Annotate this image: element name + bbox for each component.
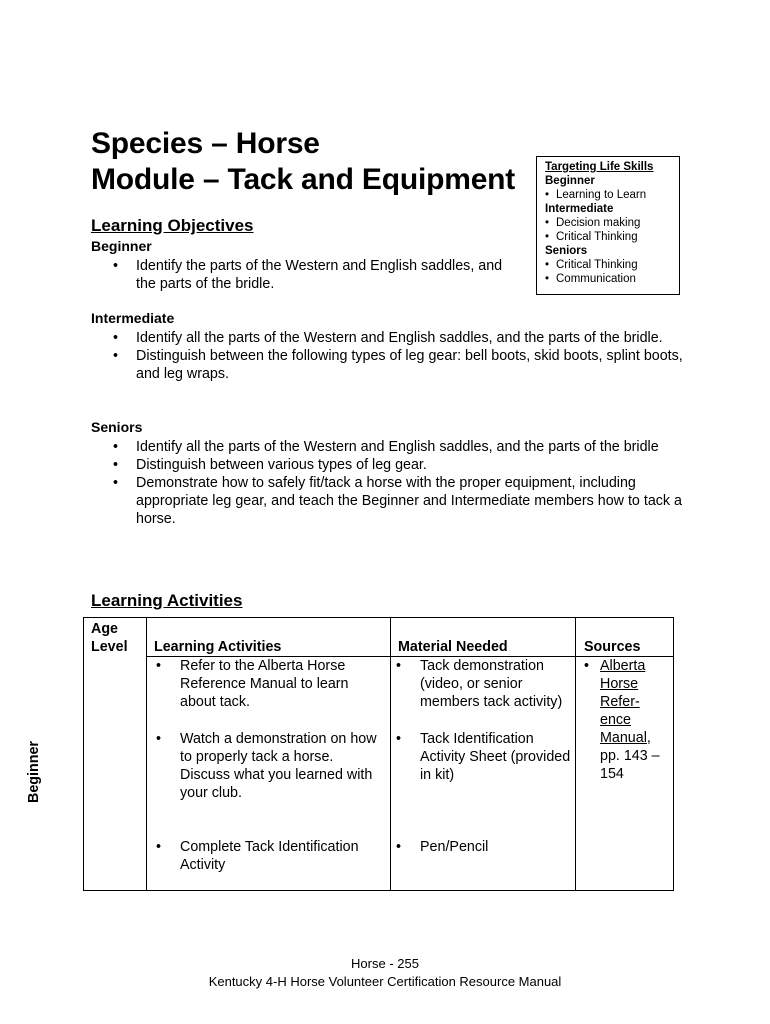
- activity-text: Complete Tack Identification Activity: [180, 839, 359, 873]
- learning-activities-heading: Learning Activities: [91, 591, 243, 610]
- list-item: • Identify all the parts of the Western and English saddles, and the parts of the bridle.: [91, 329, 691, 347]
- life-skills-item: • Critical Thinking: [545, 230, 675, 244]
- life-skills-box: [536, 156, 680, 295]
- material-text: Tack demonstration (video, or senior members tack activity): [420, 658, 563, 710]
- table-divider: [390, 618, 391, 890]
- table-cell-activity: • Watch a demonstration on how to properly tack a horse. Discuss what you learned with your club.: [156, 730, 386, 802]
- alberta-manual-link[interactable]: Alberta Horse Refer-ence Manual: [600, 658, 647, 746]
- activity-text: Refer to the Alberta Horse Reference Manual to learn about tack.: [180, 658, 349, 710]
- row-level-beginner: Beginner: [26, 741, 42, 803]
- life-skills-heading: Targeting Life Skills: [545, 161, 654, 173]
- col-header-activities: Learning Activities: [154, 639, 282, 655]
- life-skills-item: • Communication: [545, 272, 675, 286]
- objectives-seniors-label: Seniors: [91, 419, 143, 435]
- col-header-sources: Sources: [584, 639, 641, 655]
- title-module: Module – Tack and Equipment: [91, 163, 516, 196]
- list-item: • Distinguish between the following types of leg gear: bell boots, skid boots, splint boots, and leg wraps.: [91, 347, 691, 383]
- material-text: Tack Identification Activity Sheet (provided in kit): [420, 731, 571, 783]
- table-cell-activity: • Refer to the Alberta Horse Reference Manual to learn about tack.: [156, 657, 386, 711]
- table-divider: [146, 618, 147, 890]
- material-text: Pen/Pencil: [420, 839, 489, 855]
- footer-page-number: Horse - 255: [351, 956, 419, 971]
- col-header-age-level: Age Level: [91, 621, 128, 655]
- learning-objectives-heading: Learning Objectives: [91, 216, 254, 235]
- activities-table: [83, 617, 674, 891]
- table-cell-activity: • Complete Tack Identification Activity: [156, 838, 386, 874]
- objectives-seniors-list: [91, 438, 691, 528]
- life-skills-item: • Learning to Learn: [545, 188, 675, 202]
- activity-text: Watch a demonstration on how to properly tack a horse. Discuss what you learned with your club.: [180, 731, 377, 801]
- life-skills-intermediate-label: Intermediate: [545, 203, 614, 215]
- life-skills-beginner-label: Beginner: [545, 175, 595, 187]
- col-header-material: Material Needed: [398, 639, 508, 655]
- table-cell-material: • Tack Identification Activity Sheet (provided in kit): [396, 730, 574, 784]
- objectives-beginner-list: [91, 257, 511, 293]
- table-divider: [575, 618, 576, 890]
- list-item: • Identify all the parts of the Western and English saddles, and the parts of the bridle: [91, 438, 691, 456]
- life-skills-item: • Critical Thinking: [545, 258, 675, 272]
- objectives-intermediate-label: Intermediate: [91, 310, 175, 326]
- table-cell-sources: • Alberta Horse Refer-ence Manual, pp. 143 – 154: [584, 658, 660, 782]
- table-cell-material: • Pen/Pencil: [396, 838, 574, 856]
- footer-manual-title: Kentucky 4-H Horse Volunteer Certification Resource Manual: [208, 974, 562, 989]
- list-item: • Distinguish between various types of leg gear.: [91, 456, 691, 474]
- list-item: • Identify the parts of the Western and English saddles, and the parts of the bridle.: [91, 257, 511, 293]
- objectives-intermediate-list: [91, 329, 691, 383]
- title-species: Species – Horse: [91, 127, 320, 160]
- table-cell-material: • Tack demonstration (video, or senior members tack activity): [396, 657, 574, 711]
- life-skills-item: • Decision making: [545, 216, 675, 230]
- source-pages: , pp. 143 – 154: [600, 730, 660, 782]
- list-item: • Demonstrate how to safely fit/tack a horse with the proper equipment, including appropriate leg gear, and teach the Beginner and Intermediate members how to tack a horse.: [91, 474, 691, 528]
- life-skills-seniors-label: Seniors: [545, 245, 588, 257]
- objectives-beginner-label: Beginner: [91, 238, 152, 254]
